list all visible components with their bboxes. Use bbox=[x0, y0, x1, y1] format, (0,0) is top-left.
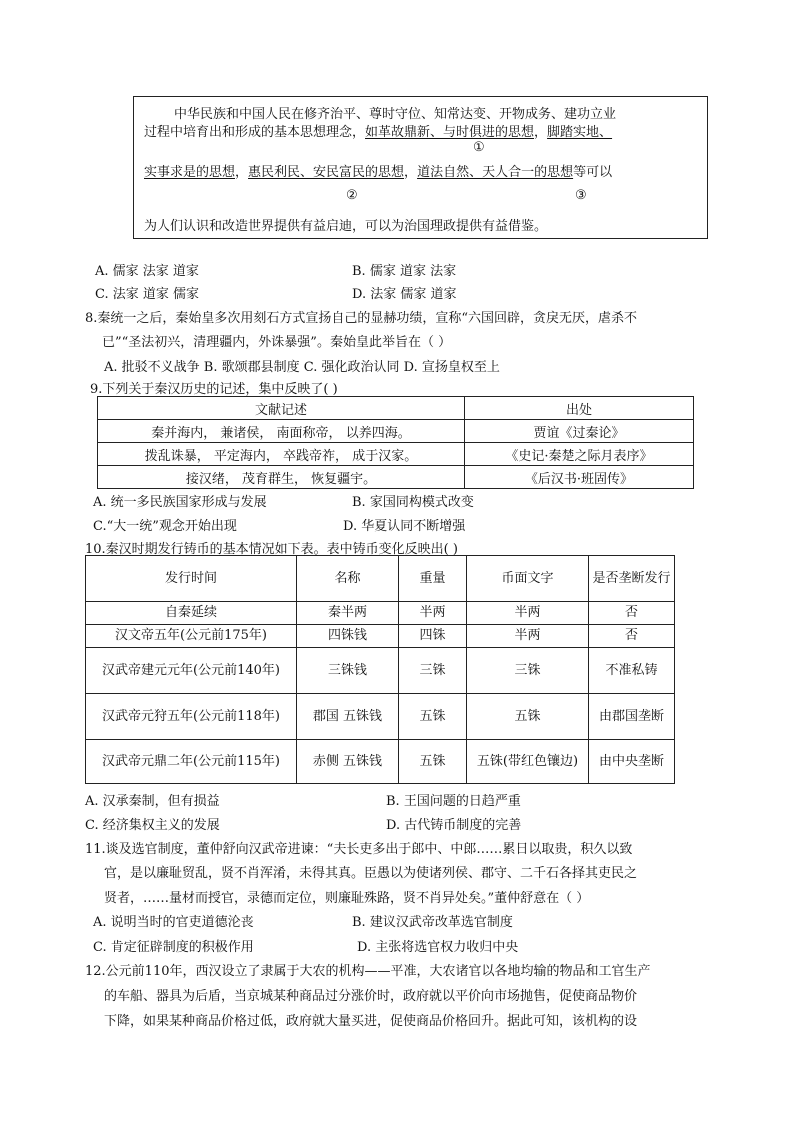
q11-option-c: C. 肯定征辟制度的积极作用 bbox=[93, 940, 254, 955]
q7-passage-box bbox=[133, 96, 708, 239]
q10-header-cell: 是否垄断发行 bbox=[589, 556, 675, 602]
table-cell: 贾谊《过秦论》 bbox=[465, 420, 694, 443]
table-cell: 四铢 bbox=[399, 625, 467, 648]
q9-table bbox=[97, 396, 694, 489]
table-cell: 不准私铸 bbox=[589, 648, 675, 694]
q7-passage-line4: 为人们认识和改造世界提供有益启迪，可以为治国理政提供有益借鉴。 bbox=[144, 219, 548, 234]
q9-option-d: D. 华夏认同不断增强 bbox=[343, 519, 466, 534]
table-cell: 半两 bbox=[467, 625, 589, 648]
table-cell: 秦半两 bbox=[297, 602, 399, 625]
q9-header-cell: 文献记述 bbox=[98, 397, 465, 420]
q11-stem-line1: 11.谈及选官制度，董仲舒向汉武帝进谏：“夫长吏多出于郎中、中郎……累日以取贵，积久以致 bbox=[85, 842, 633, 857]
table-cell: 三铢 bbox=[467, 648, 589, 694]
q12-stem-line3: 下降，如果某种商品价格过低，政府就大量买进，促使商品价格回升。据此可知，该机构的设 bbox=[104, 1014, 638, 1029]
table-cell: 汉武帝元狩五年(公元前118年) bbox=[86, 694, 297, 740]
q10-option-c: C. 经济集权主义的发展 bbox=[85, 818, 220, 833]
table-cell: 半两 bbox=[399, 602, 467, 625]
table-row bbox=[86, 648, 675, 694]
q10-header-cell: 发行时间 bbox=[86, 556, 297, 602]
table-cell: 否 bbox=[589, 602, 675, 625]
q11-option-d: D. 主张将选官权力收归中央 bbox=[357, 940, 519, 955]
q7-option-c: C. 法家 道家 儒家 bbox=[95, 287, 200, 302]
q10-table bbox=[85, 555, 675, 784]
table-row bbox=[86, 740, 675, 784]
q9-header-cell: 出处 bbox=[465, 397, 694, 420]
table-cell: 赤侧 五铢钱 bbox=[297, 740, 399, 784]
q11-option-b: B. 建议汉武帝改革选官制度 bbox=[352, 915, 513, 930]
table-cell: 五铢(带红色镶边) bbox=[467, 740, 589, 784]
q7-option-a: A. 儒家 法家 道家 bbox=[95, 264, 199, 279]
table-cell: 秦并海内， 兼诸侯， 南面称帝， 以养四海。 bbox=[98, 420, 465, 443]
table-row bbox=[86, 625, 675, 648]
table-cell: 自秦延续 bbox=[86, 602, 297, 625]
q7-underline-1c: 实事求是的思想 bbox=[144, 165, 236, 180]
q11-option-a: A. 说明当时的官吏道德沦丧 bbox=[93, 915, 254, 930]
q7-underline-2: 惠民利民、安民富民的思想 bbox=[248, 165, 405, 180]
q8-options: A. 批驳不义战争 B. 歌颂郡县制度 C. 强化政治认同 D. 宣扬皇权至上 bbox=[104, 360, 500, 375]
q7-passage-line1: 中华民族和中国人民在修齐治平、尊时守位、知常达变、开物成务、建功立业 bbox=[174, 107, 617, 122]
q7-marker-1: ① bbox=[473, 140, 485, 155]
q7-option-b: B. 儒家 道家 法家 bbox=[352, 264, 457, 279]
q8-stem-line2: 已”“圣法初兴，清理疆内，外诛暴强”。秦始皇此举旨在（ ） bbox=[102, 335, 452, 350]
q7-passage-line2: 过程中培育出和形成的基本思想理念，如革故鼎新、与时俱进的思想，脚踏实地、 bbox=[144, 125, 613, 140]
table-cell: 四铢钱 bbox=[297, 625, 399, 648]
q10-option-a: A. 汉承秦制，但有损益 bbox=[85, 794, 220, 809]
q9-stem: 9.下列关于秦汉历史的记述，集中反映了( ) bbox=[90, 382, 338, 397]
q10-header-cell: 重量 bbox=[399, 556, 467, 602]
table-row bbox=[86, 694, 675, 740]
table-cell: 郡国 五铢钱 bbox=[297, 694, 399, 740]
table-row bbox=[86, 602, 675, 625]
q11-stem-line2: 官，是以廉耻贸乱，贤不肖浑淆，未得其真。臣愚以为使诸列侯、郡守、二千石各择其吏民之 bbox=[104, 866, 638, 881]
table-cell: 接汉绪， 茂育群生， 恢复疆宇。 bbox=[98, 466, 465, 489]
q10-option-b: B. 王国问题的日趋严重 bbox=[386, 794, 521, 809]
table-cell: 三铢钱 bbox=[297, 648, 399, 694]
q10-header-cell: 币面文字 bbox=[467, 556, 589, 602]
table-cell: 五铢 bbox=[467, 694, 589, 740]
q7-underline-3: 道法自然、天人合一的思想 bbox=[417, 165, 574, 180]
q10-header-cell: 名称 bbox=[297, 556, 399, 602]
table-row bbox=[98, 420, 694, 443]
q10-option-d: D. 古代铸币制度的完善 bbox=[386, 818, 522, 833]
table-cell: 否 bbox=[589, 625, 675, 648]
table-cell: 五铢 bbox=[399, 740, 467, 784]
table-cell: 《后汉书·班固传》 bbox=[465, 466, 694, 489]
q9-table-header bbox=[98, 397, 694, 420]
q10-stem: 10.秦汉时期发行铸币的基本情况如下表。表中铸币变化反映出( ) bbox=[85, 542, 458, 557]
table-cell: 《史记·秦楚之际月表序》 bbox=[465, 443, 694, 466]
q12-stem-line1: 12.公元前110年，西汉设立了隶属于大农的机构——平准，大农诸官以各地均输的物品和工官生产 bbox=[85, 964, 651, 979]
table-cell: 汉武帝元鼎二年(公元前115年) bbox=[86, 740, 297, 784]
q10-table-header bbox=[86, 556, 675, 602]
q7-option-d: D. 法家 儒家 道家 bbox=[352, 287, 457, 302]
q11-stem-line3: 贤者，……量材而授官，录德而定位，则廉耻殊路，贤不肖异处矣。”董仲舒意在（ ） bbox=[104, 891, 590, 906]
q9-option-c: C.“大一统”观念开始出现 bbox=[93, 519, 237, 534]
q7-marker-3: ③ bbox=[575, 188, 587, 203]
table-cell: 半两 bbox=[467, 602, 589, 625]
table-cell: 三铢 bbox=[399, 648, 467, 694]
table-cell: 汉文帝五年(公元前175年) bbox=[86, 625, 297, 648]
table-cell: 五铢 bbox=[399, 694, 467, 740]
q7-underline-1a: 如革故鼎新、与时俱进的思想 bbox=[365, 125, 535, 140]
q7-passage-line3: 实事求是的思想，惠民利民、安民富民的思想，道法自然、天人合一的思想等可以 bbox=[144, 165, 613, 180]
table-cell: 由中央垄断 bbox=[589, 740, 675, 784]
q9-option-b: B. 家国同构模式改变 bbox=[352, 495, 474, 510]
table-cell: 拨乱诛暴， 平定海内， 卒践帝祚， 成于汉家。 bbox=[98, 443, 465, 466]
q12-stem-line2: 的车船、器具为后盾，当京城某种商品过分涨价时，政府就以平价向市场抛售，促使商品物价 bbox=[104, 989, 638, 1004]
q9-option-a: A. 统一多民族国家形成与发展 bbox=[93, 495, 267, 510]
q7-marker-2: ② bbox=[346, 188, 358, 203]
table-row bbox=[98, 443, 694, 466]
table-row bbox=[98, 466, 694, 489]
table-cell: 汉武帝建元元年(公元前140年) bbox=[86, 648, 297, 694]
table-cell: 由郡国垄断 bbox=[589, 694, 675, 740]
q8-stem-line1: 8.秦统一之后，秦始皇多次用刻石方式宣扬自己的显赫功绩，宣称“六国回辟，贪戾无厌，虐杀不 bbox=[85, 311, 638, 326]
q7-underline-1b: 脚踏实地、 bbox=[547, 125, 613, 140]
